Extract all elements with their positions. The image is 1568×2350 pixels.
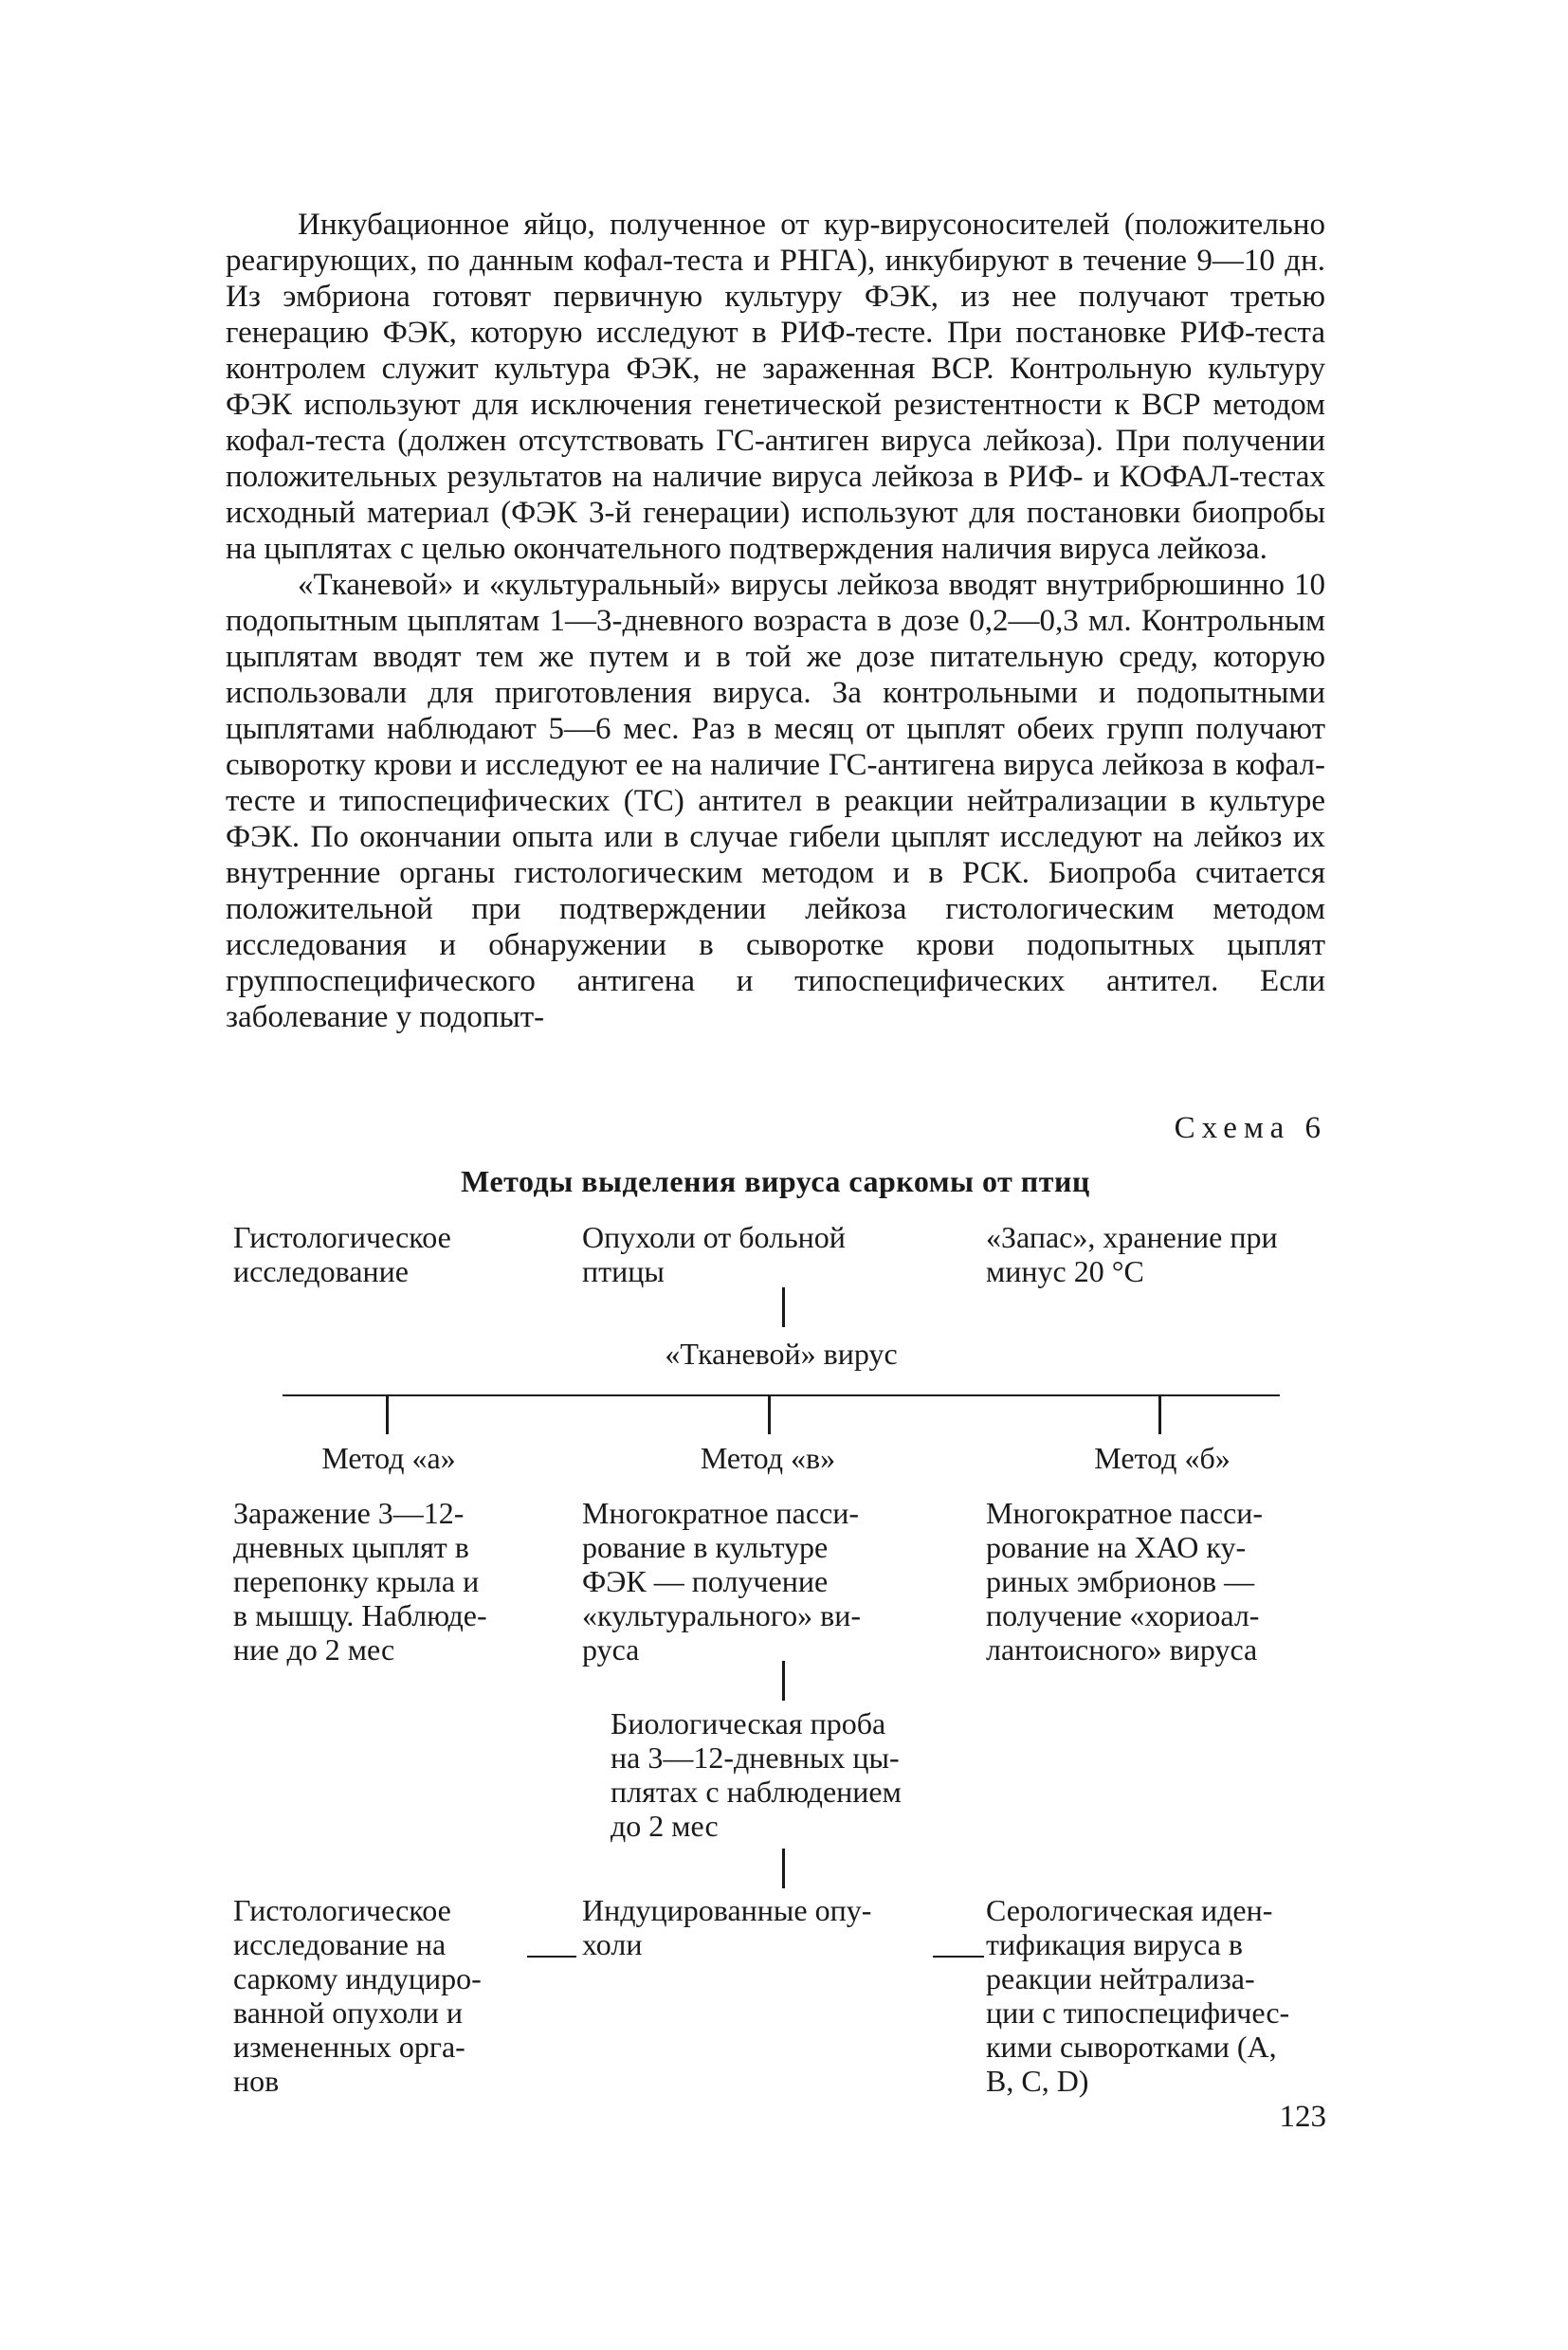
connector-line xyxy=(782,1849,785,1888)
connector-line xyxy=(782,1661,785,1701)
bioprobe-box: Биологическая проба на 3—12-дневных цы- плятах с наблюдением до 2 мес xyxy=(611,1706,902,1843)
method-a-label: Метод «а» xyxy=(321,1441,456,1475)
connector-line xyxy=(782,1287,785,1327)
scheme-label: Схема 6 xyxy=(1174,1111,1327,1145)
body-text xyxy=(226,207,1325,1035)
bottom-left-box: Гистологическое исследование на саркому индуциро- ванной опухоли и измененных орга- нов xyxy=(233,1893,482,2098)
top-right-box: «Запас», хранение при минус 20 °С xyxy=(986,1220,1278,1288)
method-a-text: Заражение 3—12- дневных цыплят в перепонку крыла и в мышцу. Наблюде- ние до 2 мес xyxy=(233,1496,487,1667)
bottom-center-box: Индуцированные опу- холи xyxy=(582,1893,872,1961)
top-center-box: Опухоли от больной птицы xyxy=(582,1220,846,1288)
connector-line xyxy=(768,1394,771,1434)
connector-line xyxy=(527,1956,576,1958)
tissue-virus: «Тканевой» вирус xyxy=(665,1337,898,1371)
connector-line xyxy=(386,1394,389,1434)
scheme-title: Методы выделения вируса саркомы от птиц xyxy=(461,1164,1090,1198)
connector-line xyxy=(1158,1394,1161,1434)
top-left-box: Гистологическое исследование xyxy=(233,1220,451,1288)
bottom-right-box: Серологическая иден- тификация вируса в реакции нейтрализа- ции с типоспецифичес- кими сыворотками (А, В, С, D) xyxy=(986,1893,1290,2098)
connector-line xyxy=(933,1956,984,1958)
method-v-text: Многократное пасси- рование в культуре ФЭК — получение «культурального» ви- руса xyxy=(582,1496,861,1667)
horizontal-line xyxy=(283,1394,1280,1396)
paragraph-2: «Тканевой» и «культуральный» вирусы лейкоза вводят внутрибрюшинно 10 подопытным цыплятам 1—3-дневного возраста в дозе 0,2—0,3 мл. Контрольным цыплятам вводят тем же путем и в той же дозе питательную среду, которую использовали для приготовления вируса. За контрольными и подопытными цыплятами наблюдают 5—6 мес. Раз в месяц от цыплят обеих групп получают сыворотку крови и исследуют ее на наличие ГС-антигена вируса лейкоза в кофал-тесте и типоспецифических (ТС) антител в реакции нейтрализации в культуре ФЭК. По окончании опыта или в случае гибели цыплят исследуют на лейкоз их внутренние органы гистологическим методом и в РСК. Биопроба считается положительной при подтверждении лейкоза гистологическим методом исследования и обнаружении в сыворотке крови подопытных цыплят группоспецифического антигена и типоспецифических антител. Если заболевание у подопыт- xyxy=(226,568,1325,1034)
method-v-label: Метод «в» xyxy=(700,1441,836,1475)
page-number: 123 xyxy=(1279,2100,1326,2134)
paragraph-1: Инкубационное яйцо, полученное от кур-вирусоносителей (положительно реагирующих, по данным кофал-теста и РНГА), инкубируют в течение 9—10 дн. Из эмбриона готовят первичную культуру ФЭК, из нее получают третью генерацию ФЭК, которую исследуют в РИФ-тесте. При постановке РИФ-теста контролем служит культура ФЭК, не зараженная ВСР. Контрольную культуру ФЭК используют для исключения генетической резистентности к ВСР методом кофал-теста (должен отсутствовать ГС-антиген вируса лейкоза). При получении положительных результатов на наличие вируса лейкоза в РИФ- и КОФАЛ-тестах исходный материал (ФЭК 3-й генерации) используют для постановки биопробы на цыплятах с целью окончательного подтверждения наличия вируса лейкоза. xyxy=(226,208,1325,566)
method-b-label: Метод «б» xyxy=(1094,1441,1231,1475)
method-b-text: Многократное пасси- рование на ХАО ку- риных эмбрионов — получение «хориоал- лантоисного» вируса xyxy=(986,1496,1264,1667)
